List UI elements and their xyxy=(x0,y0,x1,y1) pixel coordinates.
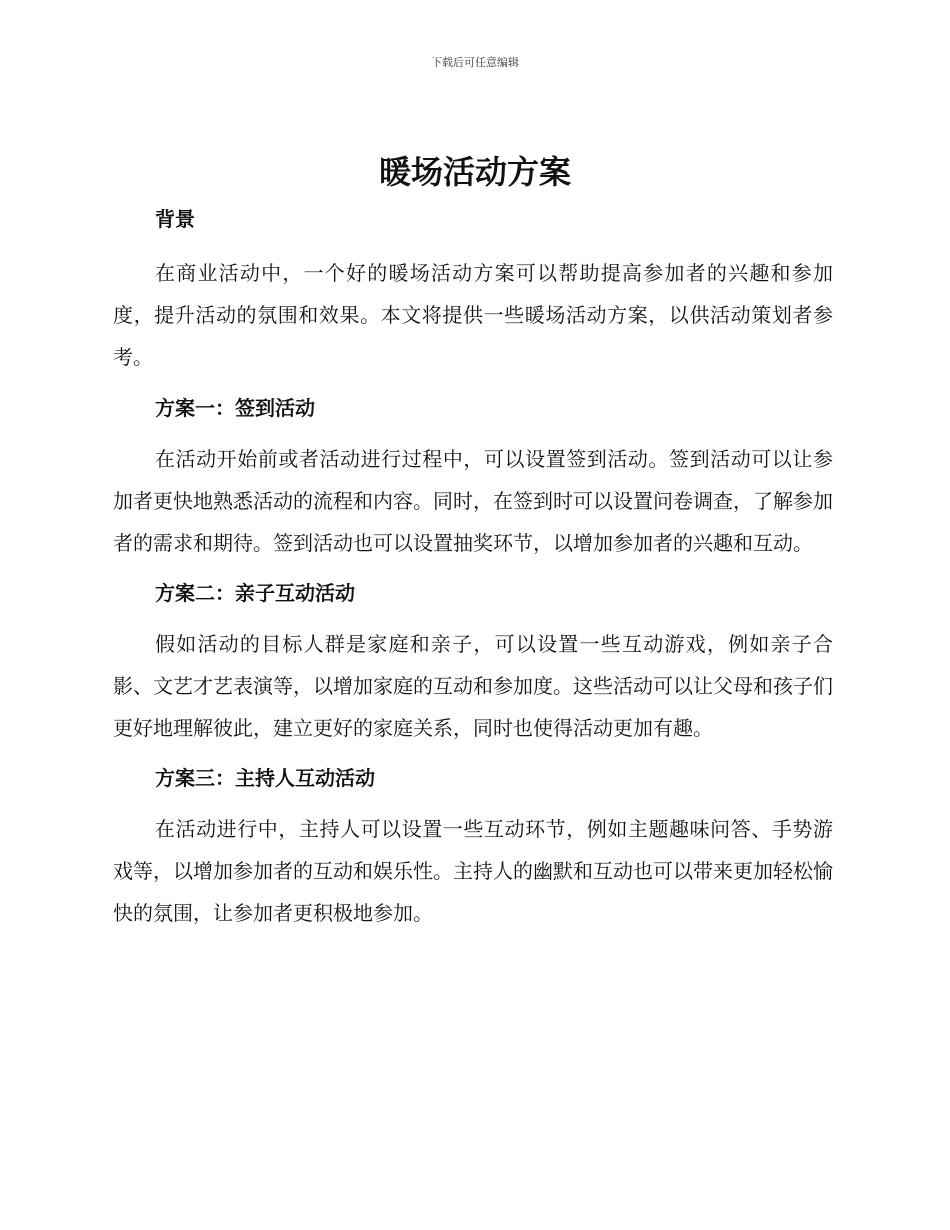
paragraph-plan-3: 在活动进行中，主持人可以设置一些互动环节，例如主题趣味问答、手势游戏等，以增加参加者的互动和娱乐性。主持人的幽默和互动也可以带来更加轻松愉快的氛围，让参加者更积极地参加。 xyxy=(113,817,833,925)
header-note: 下载后可任意编辑 xyxy=(431,56,519,69)
paragraph-background: 在商业活动中，一个好的暖场活动方案可以帮助提高参加者的兴趣和参加度，提升活动的氛围和效果。本文将提供一些暖场活动方案，以供活动策划者参考。 xyxy=(113,261,833,369)
section-heading-plan-2: 方案二：亲子互动活动 xyxy=(155,581,355,605)
section-heading-background: 背景 xyxy=(155,207,195,231)
paragraph-plan-1: 在活动开始前或者活动进行过程中，可以设置签到活动。签到活动可以让参加者更快地熟悉活动的流程和内容。同时，在签到时可以设置问卷调查，了解参加者的需求和期待。签到活动也可以设置抽奖环节，以增加参加者的兴趣和互动。 xyxy=(113,447,833,555)
document-body xyxy=(113,203,833,934)
document-title: 暖场活动方案 xyxy=(378,153,571,191)
section-heading-plan-1: 方案一：签到活动 xyxy=(155,396,315,420)
section-heading-plan-3: 方案三：主持人互动活动 xyxy=(155,766,375,790)
paragraph-plan-2: 假如活动的目标人群是家庭和亲子，可以设置一些互动游戏，例如亲子合影、文艺才艺表演等，以增加家庭的互动和参加度。这些活动可以让父母和孩子们更好地理解彼此，建立更好的家庭关系，同时也使得活动更加有趣。 xyxy=(113,632,833,740)
